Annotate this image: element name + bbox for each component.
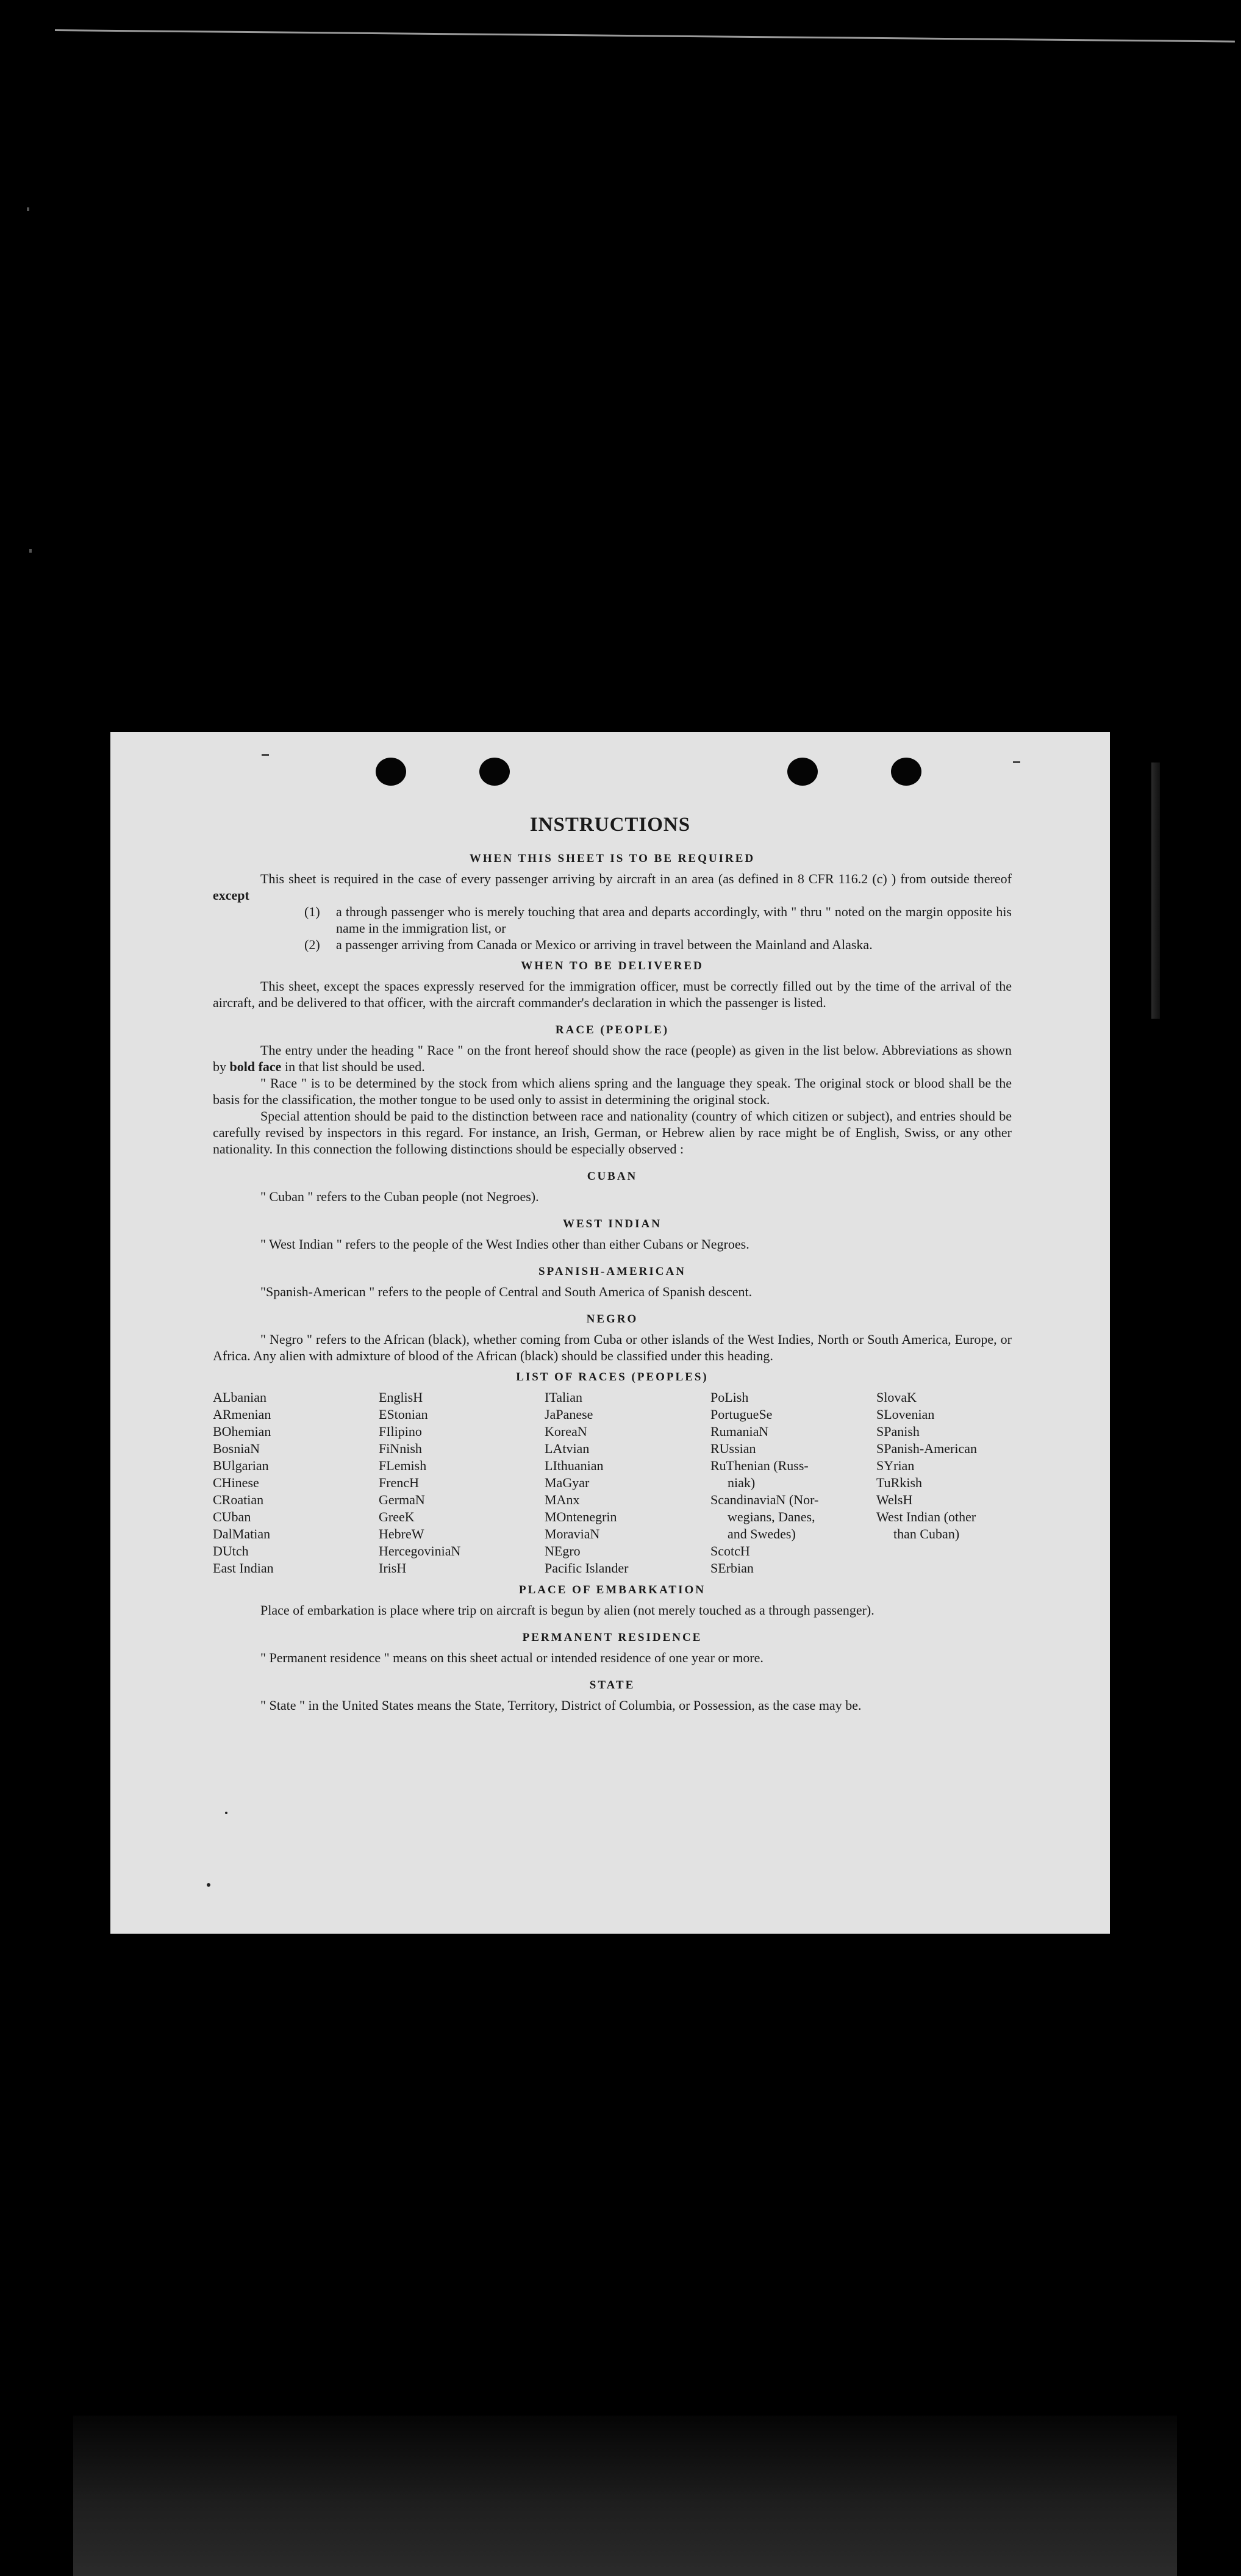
race-entry: FIlipino: [379, 1424, 422, 1439]
race-entry: GermaN: [379, 1492, 425, 1507]
race-entry: CUban: [213, 1509, 251, 1524]
race-entry: MAnx: [545, 1492, 580, 1507]
race-entry-continued: wegians, Danes,: [728, 1509, 815, 1524]
punch-hole: [376, 758, 406, 786]
race-entry: KoreaN: [545, 1424, 587, 1439]
scan-specks: [24, 183, 37, 732]
race-entry: ARmenian: [213, 1407, 271, 1422]
race-entry: IrisH: [379, 1560, 407, 1576]
race-p1-bold: bold face: [229, 1059, 282, 1074]
race-entry: BUlgarian: [213, 1458, 269, 1473]
heading-permanent-residence: PERMANENT RESIDENCE: [522, 1631, 703, 1644]
race-entry: MaGyar: [545, 1475, 590, 1490]
scan-edge-line: [55, 29, 1235, 43]
heading-race: RACE (PEOPLE): [555, 1024, 670, 1036]
punch-hole: [479, 758, 510, 786]
race-entry: SlovaK: [876, 1390, 917, 1405]
race-entry: BOhemian: [213, 1424, 271, 1439]
race-entry: PoLish: [710, 1390, 749, 1405]
race-entry: RUssian: [710, 1441, 756, 1456]
paragraph-delivered: This sheet, except the spaces expressly reserved for the immigration officer, must be correctly filled out by the time of the arrival of the aircraft, and be delivered to that officer, with the aircraft commander's declaration in which the passenger is listed.: [213, 978, 1012, 1010]
scan-speck: [225, 1812, 227, 1814]
item-number: (1): [304, 904, 320, 919]
scan-bottom-band: [73, 2416, 1177, 2576]
document-body: [213, 845, 1012, 1713]
race-entry: ALbanian: [213, 1390, 266, 1405]
race-entry: HercegoviniaN: [379, 1543, 461, 1559]
paragraph-race-1: [213, 1042, 1012, 1075]
paragraph-embarkation: Place of embarkation is place where trip on aircraft is begun by alien (not merely touched as a through passenger).: [260, 1602, 874, 1618]
race-entry-continued: niak): [728, 1475, 756, 1490]
required-except: except: [213, 888, 249, 903]
heading-state: STATE: [589, 1679, 635, 1692]
race-entry: SPanish: [876, 1424, 920, 1439]
paragraph-spanish-american: "Spanish-American " refers to the people of Central and South America of Spanish descent.: [260, 1284, 753, 1299]
race-entry: WelsH: [876, 1492, 913, 1507]
required-intro: This sheet is required in the case of every passenger arriving by aircraft in an area (as defined in 8 CFR 116.2 (c) ) from outside thereof: [260, 871, 1012, 886]
race-entry: EStonian: [379, 1407, 428, 1422]
races-column: [213, 1389, 379, 1577]
race-entry: ITalian: [545, 1390, 582, 1405]
paragraph-required: [213, 870, 1012, 903]
document-sheet: [110, 732, 1110, 1934]
race-entry: FLemish: [379, 1458, 427, 1473]
document-title: INSTRUCTIONS: [529, 814, 691, 836]
heading-when-delivered: WHEN TO BE DELIVERED: [521, 960, 704, 972]
race-entry: FiNnish: [379, 1441, 422, 1456]
paragraph-race-3: Special attention should be paid to the distinction between race and nationality (country of which citizen or subject), and entries should be carefully revised by inspectors in this regard. For instance, an Irish, German, or Hebrew alien by race might be of English, Swiss, or any other nationality. In this connection the following distinctions should be especially observed :: [213, 1108, 1012, 1157]
scan-speck: [207, 1883, 210, 1887]
race-entry: SLovenian: [876, 1407, 935, 1422]
race-entry: EnglisH: [379, 1390, 423, 1405]
race-entry: SYrian: [876, 1458, 915, 1473]
race-entry: LAtvian: [545, 1441, 590, 1456]
races-column: [876, 1389, 1012, 1577]
heading-west-indian: WEST INDIAN: [563, 1218, 662, 1230]
punch-hole: [787, 758, 818, 786]
heading-spanish-american: SPANISH-AMERICAN: [538, 1265, 686, 1278]
race-entry: MOntenegrin: [545, 1509, 617, 1524]
races-column: [710, 1389, 876, 1577]
race-entry: RuThenian (Russ-: [710, 1458, 809, 1473]
race-entry: RumaniaN: [710, 1424, 769, 1439]
race-p1-text: The entry under the heading " Race " on the front hereof should show the race (people) as given in the list below. Abbreviations as shown by: [213, 1042, 1012, 1074]
item-number: (2): [304, 937, 320, 952]
heading-cuban: CUBAN: [587, 1170, 638, 1183]
race-entry: CRoatian: [213, 1492, 264, 1507]
paragraph-residence: " Permanent residence " means on this sheet actual or intended residence of one year or more.: [260, 1650, 764, 1665]
race-entry: LIthuanian: [545, 1458, 604, 1473]
race-entry-continued: than Cuban): [893, 1526, 960, 1541]
race-entry: ScotcH: [710, 1543, 750, 1559]
paragraph-state: " State " in the United States means the State, Territory, District of Columbia, or Possession, as the case may be.: [260, 1698, 862, 1713]
race-entry: West Indian (other: [876, 1509, 976, 1524]
paragraph-west-indian: " West Indian " refers to the people of the West Indies other than either Cubans or Negroes.: [260, 1236, 749, 1252]
heading-negro: NEGRO: [586, 1313, 638, 1326]
heading-place-of-embarkation: PLACE OF EMBARKATION: [519, 1584, 706, 1596]
race-entry: East Indian: [213, 1560, 274, 1576]
paragraph-negro: " Negro " refers to the African (black), whether coming from Cuba or other islands of the West Indies, North or South America, Europe, or Africa. Any alien with admixture of blood of the African (black) should be classified under this heading.: [213, 1332, 1012, 1363]
races-column: [545, 1389, 710, 1577]
race-p1-text-end: in that list should be used.: [284, 1059, 425, 1074]
race-entry: FrencH: [379, 1475, 419, 1490]
races-table: [213, 1389, 1012, 1577]
race-entry: GreeK: [379, 1509, 415, 1524]
heading-when-required: WHEN THIS SHEET IS TO BE REQUIRED: [469, 852, 756, 865]
item-text: a passenger arriving from Canada or Mexico or arriving in travel between the Mainland and Alaska.: [336, 937, 873, 952]
race-entry-continued: and Swedes): [728, 1526, 796, 1541]
exception-item: [304, 903, 1012, 936]
scan-shadow: [1151, 762, 1160, 1019]
race-entry: TuRkish: [876, 1475, 923, 1490]
item-text: a through passenger who is merely touching that area and departs accordingly, with " thru " noted on the margin opposite his name in the immigration list, or: [336, 904, 1012, 936]
paragraph-race-2: " Race " is to be determined by the stock from which aliens spring and the language they speak. The original stock or blood shall be the basis for the classification, the mother tongue to be used only to assist in determining the original stock.: [213, 1075, 1012, 1107]
race-entry: ScandinaviaN (Nor-: [710, 1492, 819, 1507]
race-entry: MoraviaN: [545, 1526, 600, 1541]
race-entry: SPanish-American: [876, 1441, 977, 1456]
race-entry: NEgro: [545, 1543, 581, 1559]
heading-list-of-races: LIST OF RACES (PEOPLES): [516, 1371, 709, 1383]
race-entry: SErbian: [710, 1560, 754, 1576]
race-entry: HebreW: [379, 1526, 424, 1541]
paragraph-cuban: " Cuban " refers to the Cuban people (not Negroes).: [260, 1189, 539, 1204]
races-column: [379, 1389, 545, 1577]
race-entry: CHinese: [213, 1475, 259, 1490]
exception-item: [304, 936, 1012, 953]
race-entry: Pacific Islander: [545, 1560, 629, 1576]
race-entry: PortugueSe: [710, 1407, 773, 1422]
race-entry: JaPanese: [545, 1407, 593, 1422]
scan-mark: [1013, 761, 1020, 763]
race-entry: DalMatian: [213, 1526, 271, 1541]
punch-hole: [891, 758, 921, 786]
scan-mark: [262, 754, 269, 756]
race-entry: DUtch: [213, 1543, 249, 1559]
race-entry: BosniaN: [213, 1441, 260, 1456]
